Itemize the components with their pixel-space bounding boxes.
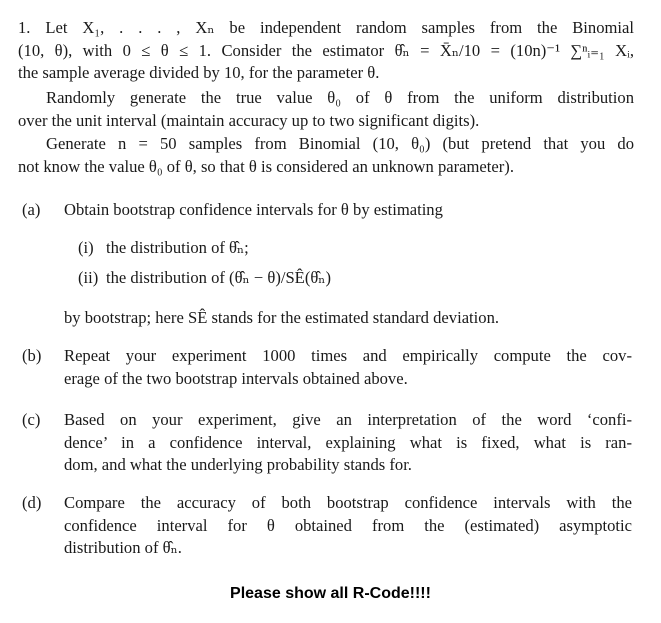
part-d-line: Compare the accuracy of both bootstrap confidence intervals with the — [64, 493, 632, 512]
intro-line: (10, θ), with 0 ≤ θ ≤ 1. Consider the estimator θ̂ₙ = X̄ₙ/10 = (10n)⁻¹ ∑ⁿᵢ₌₁ Xᵢ, — [18, 40, 634, 60]
part-a-sub-ii-text: the distribution of (θ̂ₙ − θ)/SÊ(θ̂ₙ) — [106, 268, 331, 287]
generate-truth-line: over the unit interval (maintain accuracy up to two significant digits). — [18, 110, 480, 130]
part-a-sub-ii-label: (ii) — [78, 268, 99, 287]
part-a-closing: by bootstrap; here SÊ stands for the estimated standard deviation. — [64, 308, 500, 327]
part-c-label: (c) — [22, 410, 41, 429]
part-c-body — [64, 409, 632, 477]
generate-samples-paragraph — [18, 133, 634, 178]
intro-line: 1. Let X₁, . . . , Xₙ be independent random samples from the Binomial — [18, 18, 634, 37]
part-b-line: erage of the two bootstrap intervals obtained above. — [64, 368, 408, 388]
intro-line: the sample average divided by 10, for the parameter θ. — [18, 63, 380, 82]
part-c-line: dence’ in a confidence interval, explaining what is fixed, what is ran- — [64, 432, 632, 452]
part-c-line: Based on your experiment, give an interpretation of the word ‘confi- — [64, 410, 632, 429]
footer-note: Please show all R-Code!!!! — [230, 585, 431, 602]
part-d-line: confidence interval for θ obtained from the (estimated) asymptotic — [64, 515, 632, 535]
part-b-body — [64, 345, 632, 390]
part-a-text: Obtain bootstrap confidence intervals for θ by estimating — [64, 200, 443, 219]
part-a-sub-i-label: (i) — [78, 238, 94, 257]
part-a-sub-i-text: the distribution of θ̂ₙ; — [106, 238, 249, 257]
generate-truth-paragraph — [18, 87, 634, 132]
part-b-label: (b) — [22, 346, 42, 365]
part-a-label: (a) — [22, 200, 41, 219]
generate-truth-line: Randomly generate the true value θ₀ of θ from the uniform distribution — [46, 88, 634, 107]
part-c-line: dom, and what the underlying probability stands for. — [64, 455, 412, 474]
generate-samples-line: not know the value θ₀ of θ, so that θ is considered an unknown parameter). — [18, 156, 514, 176]
part-d-label: (d) — [22, 493, 42, 512]
problem-intro — [18, 17, 634, 85]
generate-samples-line: Generate n = 50 samples from Binomial (10, θ₀) (but pretend that you do — [46, 134, 634, 153]
part-d-line: distribution of θ̂ₙ. — [64, 538, 182, 557]
part-b-line: Repeat your experiment 1000 times and empirically compute the cov- — [64, 346, 632, 365]
part-d-body — [64, 492, 632, 560]
